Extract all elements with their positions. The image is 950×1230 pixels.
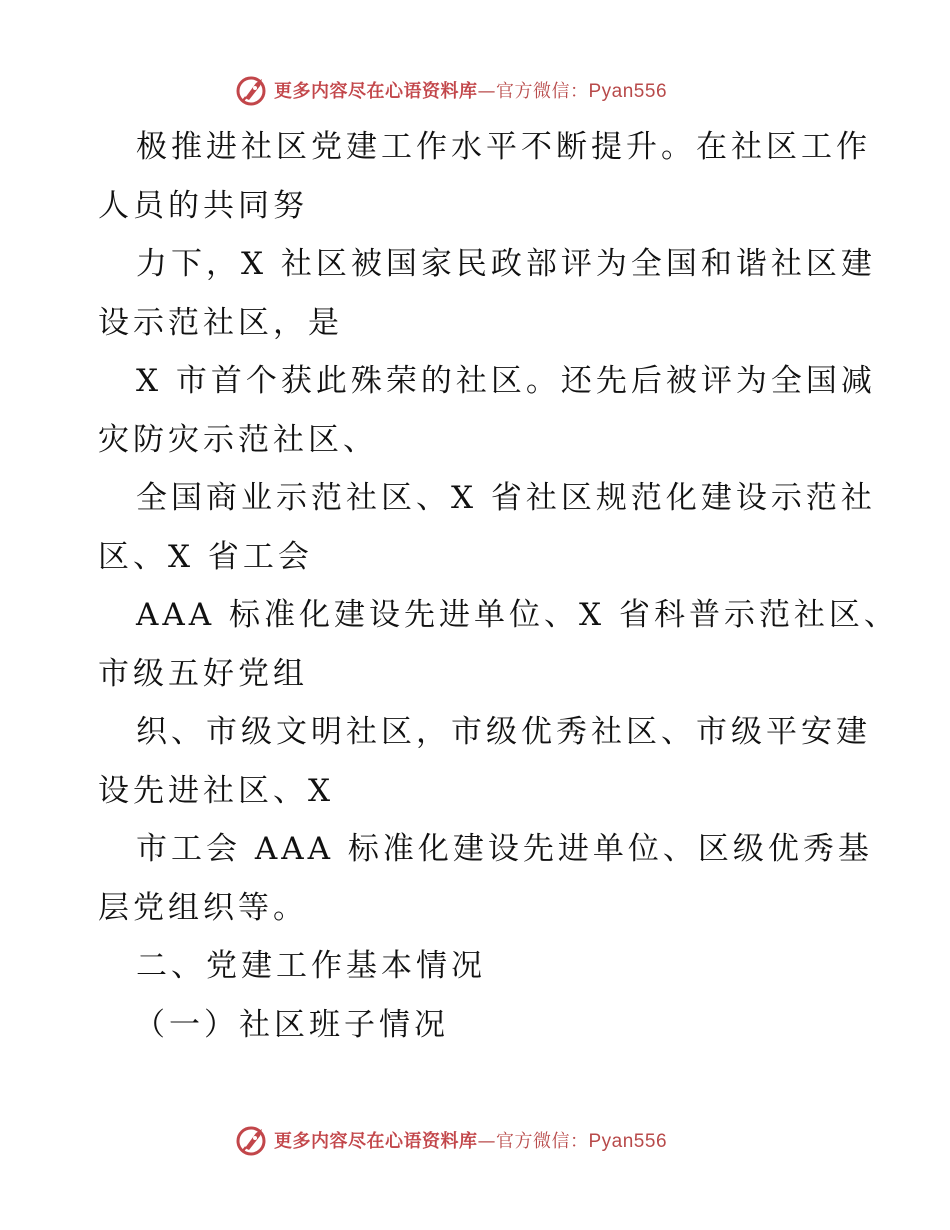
header-banner-wechat: 官方微信： xyxy=(496,81,589,102)
footer-banner-id: Pyan556 xyxy=(588,1131,668,1152)
body-line-10: 市级五好党组 xyxy=(98,655,308,692)
body-line-3: 力下，X 社区被国家民政部评为全国和谐社区建 xyxy=(136,246,876,282)
header-banner xyxy=(0,70,950,110)
pen-nib-logo-icon xyxy=(236,73,270,107)
section-heading: 二、党建工作基本情况 xyxy=(136,948,486,984)
body-line-5: X 市首个获此殊荣的社区。还先后被评为全国减 xyxy=(136,363,876,399)
footer-banner-dash: — xyxy=(477,1131,496,1152)
footer-banner-text xyxy=(274,1127,667,1153)
body-line-6: 灾防灾示范社区、 xyxy=(98,421,378,458)
footer-banner-inner xyxy=(236,1120,667,1160)
header-banner-main: 更多内容尽在心语资料库 xyxy=(274,81,478,102)
header-banner-id: Pyan556 xyxy=(588,81,668,102)
footer-banner-main: 更多内容尽在心语资料库 xyxy=(274,1131,478,1152)
body-line-12: 设先进社区、X xyxy=(98,772,335,809)
body-line-11: 织、市级文明社区，市级优秀社区、市级平安建 xyxy=(136,714,871,750)
body-line-7: 全国商业示范社区、X 省社区规范化建设示范社 xyxy=(136,480,876,516)
body-line-8: 区、X 省工会 xyxy=(98,538,313,575)
header-banner-dash: — xyxy=(477,81,496,102)
footer-banner xyxy=(0,1120,950,1160)
footer-banner-wechat: 官方微信： xyxy=(496,1131,589,1152)
body-line-14: 层党组织等。 xyxy=(98,889,308,926)
header-banner-inner xyxy=(236,70,667,110)
body-line-9: AAA 标准化建设先进单位、X 省科普示范社区、 xyxy=(136,597,899,633)
body-line-1: 极推进社区党建工作水平不断提升。在社区工作 xyxy=(136,129,871,165)
header-banner-text xyxy=(274,77,667,103)
document-body xyxy=(98,118,899,1054)
body-line-13: 市工会 AAA 标准化建设先进单位、区级优秀基 xyxy=(136,831,873,867)
pen-nib-logo-icon xyxy=(236,1123,270,1157)
body-line-2: 人员的共同努 xyxy=(98,187,308,224)
body-line-4: 设示范社区，是 xyxy=(98,304,343,341)
subsection-heading: （一）社区班子情况 xyxy=(134,1006,449,1043)
